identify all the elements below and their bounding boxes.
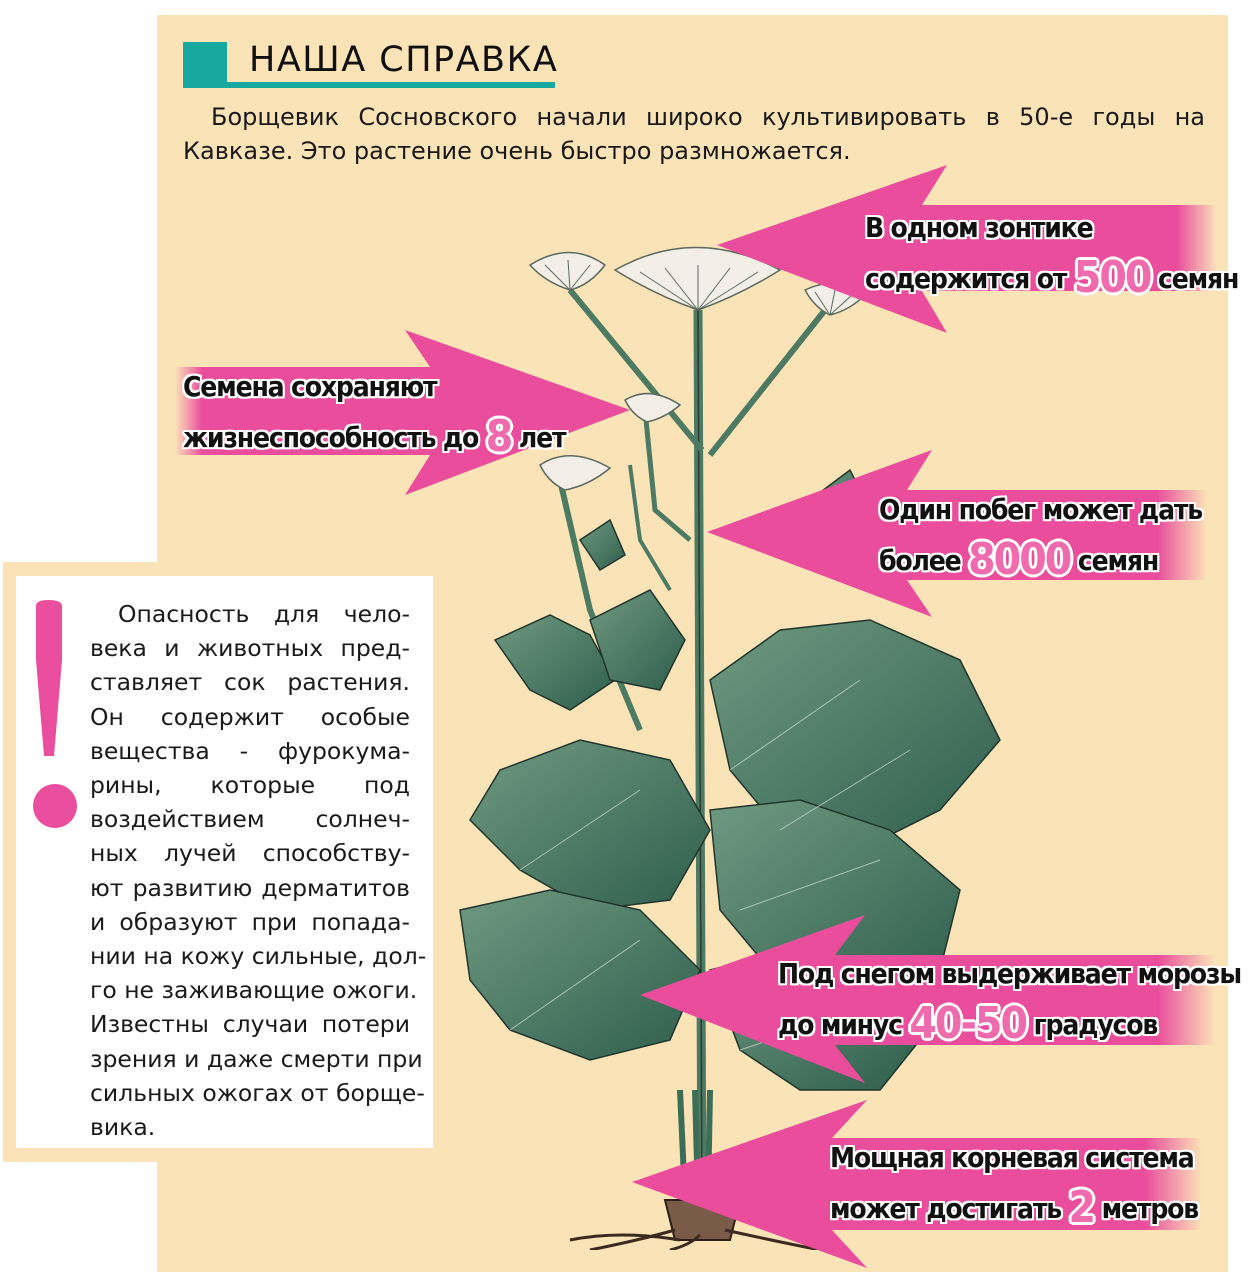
callout-arrow-seed-viability [175,325,630,500]
header-underline [183,82,555,88]
callout-number: 500 [1073,252,1151,303]
warning-line: ют развитию дерматитов [90,873,410,902]
warning-line: и образуют при попада- [90,907,410,936]
callout-arrow-frost-resistance [640,915,1241,1085]
callout-line-1: Под снегом выдерживает морозы [778,957,1241,990]
callout-arrow-root-system [632,1100,1202,1270]
warning-line: нии на кожу сильные, дол- [90,942,427,971]
warning-line: вещества - фурокума- [90,736,410,765]
callout-unit: лет [518,421,566,454]
warning-line: ных лучей способству- [90,839,410,868]
callout-line-2: содержится от [865,262,1067,295]
callout-line-2: жизнеспособность до [183,421,479,454]
callout-line-2: может достигать [830,1192,1061,1225]
page-title: НАША СПРАВКА [249,40,559,80]
callout-number: 8000 [968,534,1071,585]
callout-unit: семян [1077,544,1159,577]
callout-number: 2 [1068,1182,1095,1233]
callout-text [865,203,1238,303]
callout-text [183,362,565,462]
callout-number: 40-50 [909,998,1026,1049]
warning-line: сильных ожогах от борще- [90,1078,425,1107]
callout-text [879,485,1202,585]
exclamation-icon [34,600,64,758]
callout-unit: семян [1158,262,1239,295]
warning-line: Известны случаи потери [90,1010,410,1039]
callout-line-2: до минус [778,1008,902,1041]
warning-line: Он содержит особые [90,702,410,731]
warning-text [90,597,427,1144]
intro-text: Борщевик Сосновского начали широко культивировать в 50-е годы на Кавказе. Это растение очень быстро размножается. [183,103,1205,165]
callout-line-1: Семена сохраняют [183,370,437,403]
callout-text [778,949,1241,1049]
exclamation-dot-icon [33,784,77,828]
warning-line: го не заживающие ожоги. [90,976,418,1005]
intro-paragraph [183,100,1205,168]
callout-unit: метров [1101,1192,1199,1225]
warning-line: вика. [90,1113,156,1142]
callout-arrow-seeds-per-umbel [717,165,1239,335]
callout-line-1: Один побег может дать [879,493,1202,526]
callout-line-1: В одном зонтике [865,211,1093,244]
callout-text [830,1133,1198,1233]
warning-line: зрения и даже смерти при [90,1044,423,1073]
warning-line: века и животных пред- [90,634,410,663]
warning-line: рины, которые под [90,771,410,800]
warning-line: воздействием солнеч- [90,805,410,834]
warning-line: Опасность для чело- [118,600,410,628]
warning-line: ставляет сок растения. [90,668,410,697]
callout-line-2: более [879,544,961,577]
callout-arrow-seeds-per-shoot [707,445,1207,620]
callout-line-1: Мощная корневая система [830,1141,1194,1174]
callout-unit: градусов [1033,1008,1158,1041]
callout-number: 8 [485,411,512,462]
